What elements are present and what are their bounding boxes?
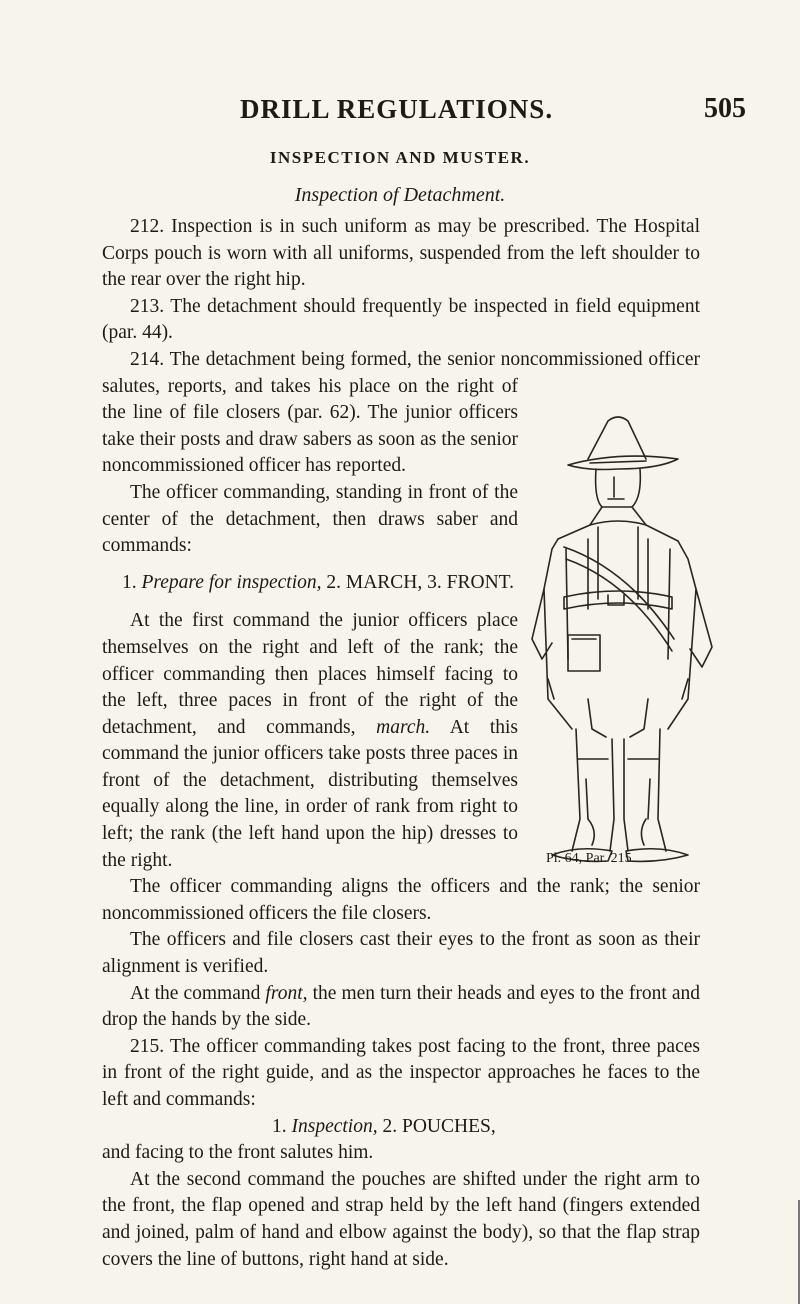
front-italic: front, [265, 982, 308, 1004]
command2-rest: 2. POUCHES, [377, 1115, 496, 1137]
paragraph-215-pouches: At the second command the pouches are shifted under the right arm to the front, the flap opened and strap held by the left hand (fingers extended and joined, palm of hand and elbow against the body), so that the flap strap covers the line of buttons, right hand at side. [102, 1168, 700, 1270]
paragraph-214-aligns: The officer commanding aligns the officers and the rank; the senior noncommissioned officers the file closers. [102, 876, 700, 924]
command-rest: 2. MARCH, 3. FRONT. [321, 571, 514, 593]
section-subtitle: Inspection of Detachment. [294, 184, 506, 206]
paragraph-214: 214. The detachment being formed, the senior noncommissioned officer salutes, reports, and takes his place on the right of the line of file closers (par. 62). The junior officers take their posts and draw sabers as soon as the senior noncommissioned officer has reported. [102, 348, 700, 477]
command2-number: 1. [272, 1115, 292, 1137]
front-text-c: the men turn their heads and eyes to the front and drop the hands by the side. [102, 982, 701, 1031]
command-italic: Prepare for inspection, [141, 571, 322, 593]
paragraph-215-salute: and facing to the front salutes him. [102, 1142, 374, 1164]
paragraph-215: 215. The officer commanding takes post facing to the front, three paces in front of the right guide, and as the inspector approaches he faces to the left and commands: [102, 1035, 700, 1110]
paragraph-214-officer-commands: The officer commanding, standing in front of the center of the detachment, then draws saber and commands: [102, 481, 518, 557]
soldier-illustration [528, 399, 716, 873]
paragraph-213: 213. The detachment should frequently be inspected in field equipment (par. 44). [102, 295, 700, 344]
command2-italic: Inspection, [291, 1115, 378, 1137]
front-text-a: At the command [130, 982, 266, 1004]
paragraph-212: 212. Inspection is in such uniform as may be prescribed. The Hospital Corps pouch is worn with all uniforms, suspended from the left shoulder to the rear over the right hip. [102, 216, 700, 291]
paragraph-214-front [102, 981, 700, 1034]
soldier-drawing [528, 399, 716, 873]
figure-caption: Pl. 64, Par. 215. [546, 851, 636, 867]
command-inspection-pouches [102, 1114, 700, 1141]
body-text [102, 214, 700, 1273]
first-command-text-c: At this command the junior officers take posts three paces in front of the detachment, distributing themselves equally along the line, in order of rank from right to left; the rank (the left hand upon the hip) dresses to the right. [102, 716, 518, 871]
page-number: 505 [704, 93, 746, 124]
running-title: DRILL REGULATIONS. [240, 94, 554, 124]
paragraph-214-eyes-front: The officers and file closers cast their eyes to the front as soon as their alignment is verified. [102, 929, 700, 978]
command-number: 1. [122, 571, 142, 593]
section-title: INSPECTION AND MUSTER. [269, 148, 531, 167]
first-command-march: march. [376, 716, 431, 738]
first-command-text-a: At the first command the junior officers place themselves on the right and left of the rank; the officer commanding then places himself facing to the left, three paces in front of the right of the detachment, and commands, [102, 610, 518, 738]
